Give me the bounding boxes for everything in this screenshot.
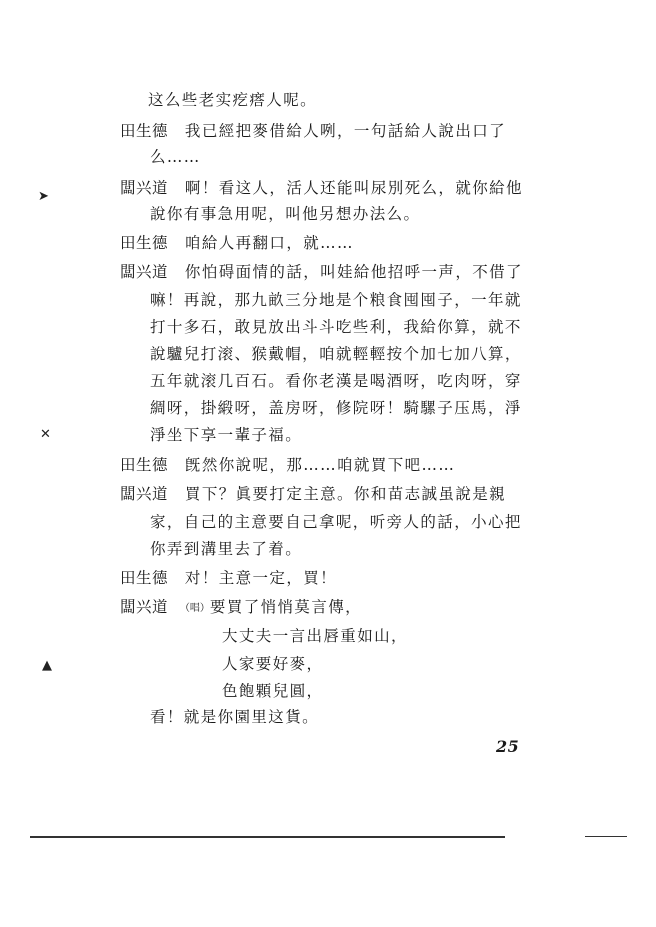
text-line: 家，自己的主意要自己拿呢，听旁人的話，小心把 — [150, 513, 522, 531]
speaker-name: 闆兴道 — [120, 598, 169, 616]
dialogue-line — [120, 597, 362, 619]
dialogue-text: 咱給人再翻口，就…… — [184, 234, 354, 252]
stage-direction: （唱） — [184, 603, 210, 614]
speaker-name: 田生德 — [120, 456, 169, 474]
song-line: 要買了悄悄莫言傳， — [209, 598, 363, 616]
margin-cross-mark: ✕ — [40, 427, 51, 442]
page-number: 25 — [496, 737, 520, 756]
text-line: 么…… — [150, 148, 201, 166]
text-line: 你弄到溝里去了着。 — [150, 540, 303, 558]
text-line: 五年就滚几百石。看你老漢是喝酒呀，吃肉呀，穿 — [150, 372, 522, 390]
speaker-name: 田生德 — [120, 122, 169, 140]
text-line: 綢呀，掛緞呀，盖房呀，修院呀！騎騾子压馬，淨 — [150, 399, 522, 417]
text-line: 說你有事急用呢，叫他另想办法么。 — [150, 205, 421, 223]
speaker-name: 闆兴道 — [120, 179, 169, 197]
dialogue-text: 旣然你說呢，那……咱就買下吧…… — [184, 456, 456, 474]
speaker-name: 闆兴道 — [120, 263, 169, 281]
dialogue-text: 对！主意一定，買！ — [184, 569, 338, 587]
text-line: 說驢兒打滚、猴戴帽，咱就輕輕按个加七加八算， — [150, 345, 522, 363]
dialogue-text: 你怕碍面情的話，叫娃給他招呼一声，不借了 — [184, 263, 523, 281]
dialogue-text: 買下？眞要打定主意。你和苗志誠虽說是親 — [184, 485, 507, 503]
song-line: 人家要好麥， — [222, 655, 324, 673]
dialogue-line — [120, 484, 506, 504]
speaker-name: 田生德 — [120, 234, 169, 252]
dialogue-line — [120, 178, 523, 198]
text-line: 淨坐下享一輩子福。 — [150, 426, 303, 444]
text-line: 看！就是你園里这貨。 — [150, 708, 320, 726]
dialogue-line — [120, 455, 455, 475]
dialogue-line — [120, 568, 337, 588]
speaker-name: 田生德 — [120, 569, 169, 587]
bottom-rule — [30, 836, 505, 838]
margin-triangle-mark: ▲ — [42, 658, 52, 673]
song-line: 色飽顆兒圓， — [222, 682, 324, 700]
margin-arrow-mark: ➤ — [38, 189, 49, 204]
speaker-name: 闆兴道 — [120, 485, 169, 503]
dialogue-text: 我已經把麥借給人咧，一句話給人說出口了 — [184, 122, 507, 140]
dialogue-line — [120, 233, 354, 253]
text-line: 嘛！再說，那九畝三分地是个粮食囤囤子，一年就 — [150, 291, 522, 309]
song-line: 大丈夫一言出唇重如山， — [222, 627, 408, 645]
text-line: 打十多石，敢見放出斗斗吃些利，我給你算，就不 — [150, 318, 522, 336]
bottom-rule-fragment — [585, 836, 627, 837]
text-line: 这么些老实疙瘩人呢。 — [148, 91, 318, 109]
dialogue-line — [120, 262, 523, 282]
dialogue-text: 啊！看这人，活人还能叫尿別死么，就你給他 — [184, 179, 523, 197]
dialogue-line — [120, 121, 506, 141]
